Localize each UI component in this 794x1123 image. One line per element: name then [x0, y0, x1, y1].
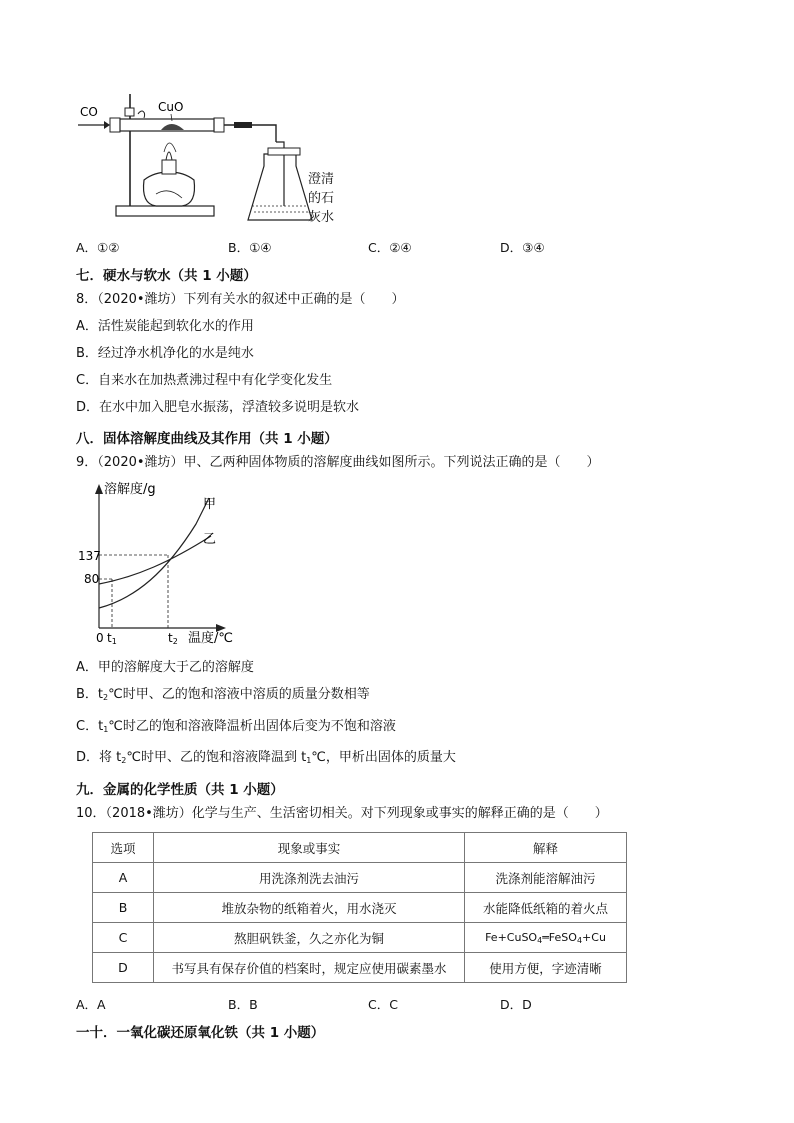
table-cell: 书写具有保存价值的档案时，规定应使用碳素墨水	[154, 953, 465, 983]
rubber-connector	[234, 122, 252, 128]
x-tick-t1: t1	[107, 631, 117, 646]
option-text: ℃时甲、乙的饱和溶液中溶质的质量分数相等	[108, 687, 370, 702]
option-b[interactable]: B．①④	[228, 240, 272, 255]
subscript: 1	[306, 756, 312, 765]
option-d[interactable]: D．③④	[500, 240, 545, 255]
option-c[interactable]: C．C	[368, 997, 398, 1012]
series-label-jia: 甲	[203, 497, 217, 512]
table-cell: 用洗涤剂洗去油污	[154, 863, 465, 893]
table-row	[93, 953, 627, 983]
clamp	[125, 108, 134, 116]
y-axis-arrow	[95, 484, 103, 494]
section-title: 一十．一氧化碳还原氧化铁（共 1 小题）	[76, 1025, 325, 1041]
cuo-label: CuO	[158, 100, 184, 114]
co-reduction-apparatus-figure	[76, 94, 316, 226]
table-cell: C	[93, 923, 154, 953]
explanation-table	[92, 832, 627, 983]
curve-yi	[99, 536, 211, 584]
option-a[interactable]: A．A	[76, 997, 106, 1012]
option-b[interactable]: B．经过净水机净化的水是纯水	[76, 346, 254, 361]
co-label: CO	[80, 105, 98, 119]
option-c[interactable]: C．②④	[368, 240, 412, 255]
subscript: 4	[537, 935, 543, 945]
subscript: 2	[103, 693, 109, 702]
section-title: 七．硬水与软水（共 1 小题）	[76, 268, 257, 284]
y-axis-label: 溶解度/g	[104, 482, 156, 497]
flask-label	[308, 170, 338, 227]
table-cell: 使用方便，字迹清晰	[465, 953, 627, 983]
table-cell: 水能降低纸箱的着火点	[465, 893, 627, 923]
stand-base	[116, 206, 214, 216]
equation-part: ═FeSO	[542, 930, 577, 944]
right-stopper	[214, 118, 224, 132]
option-text: ℃时乙的饱和溶液降温析出固体后变为不饱和溶液	[108, 719, 396, 734]
subscript: 1	[103, 725, 109, 734]
series-label-yi: 乙	[203, 532, 217, 547]
equation-part: Fe+CuSO	[485, 930, 538, 944]
option-d[interactable]: D．D	[500, 997, 532, 1012]
flask-label-line: 的石	[308, 191, 335, 206]
table-cell: 熬胆矾铁釜，久之亦化为铜	[154, 923, 465, 953]
option-text: ℃，甲析出固体的质量大	[311, 750, 456, 765]
lamp-flame-outer	[164, 143, 176, 152]
solubility-curve-figure	[76, 478, 236, 650]
subscript: 2	[121, 756, 127, 765]
option-b[interactable]	[76, 686, 370, 707]
x-axis-label: 温度/℃	[188, 631, 233, 646]
option-b[interactable]: B．B	[228, 997, 258, 1012]
option-a[interactable]: A．①②	[76, 240, 120, 255]
table-cell: B	[93, 893, 154, 923]
lamp-flame	[166, 152, 172, 160]
origin-label: 0	[96, 631, 104, 645]
y-tick-80: 80	[84, 572, 100, 586]
question-stem: 10．（2018•潍坊）化学与生产、生活密切相关。对下列现象或事实的解释正确的是（ ）	[76, 806, 608, 821]
option-a[interactable]: A．活性炭能起到软化水的作用	[76, 319, 254, 334]
table-cell: 洗涤剂能溶解油污	[465, 863, 627, 893]
section-title: 九．金属的化学性质（共 1 小题）	[76, 782, 284, 798]
table-header: 解释	[465, 833, 627, 863]
table-cell: A	[93, 863, 154, 893]
co-arrowhead	[104, 121, 110, 129]
curve-jia	[99, 498, 209, 608]
option-text: C．t	[76, 719, 104, 734]
left-stopper	[110, 118, 120, 132]
lamp-neck	[162, 160, 176, 174]
option-d[interactable]	[76, 749, 456, 770]
question-stem: 9．（2020•潍坊）甲、乙两种固体物质的溶解度曲线如图所示。下列说法正确的是（ ）	[76, 455, 600, 470]
flask-label-line: 灰水	[308, 210, 335, 225]
table-header: 现象或事实	[154, 833, 465, 863]
option-c[interactable]	[76, 718, 396, 739]
table-cell: D	[93, 953, 154, 983]
table-header-row	[93, 833, 627, 863]
x-tick-t2: t2	[168, 631, 178, 646]
subscript: 4	[576, 935, 583, 945]
table-row	[93, 893, 627, 923]
table-header: 选项	[93, 833, 154, 863]
flask-stopper	[268, 148, 300, 155]
equation-part: +Cu	[582, 930, 606, 944]
table-row	[93, 923, 627, 953]
option-c[interactable]: C．自来水在加热煮沸过程中有化学变化发生	[76, 373, 333, 388]
question-stem: 8．（2020•潍坊）下列有关水的叙述中正确的是（ ）	[76, 292, 405, 307]
y-tick-137: 137	[78, 549, 101, 563]
table-row	[93, 863, 627, 893]
option-text: D．将 t	[76, 750, 122, 765]
table-cell: 堆放杂物的纸箱着火，用水浇灭	[154, 893, 465, 923]
alcohol-lamp	[144, 172, 195, 206]
section-title: 八．固体溶解度曲线及其作用（共 1 小题）	[76, 431, 338, 447]
clamp-screw	[138, 111, 145, 118]
flask-label-line: 澄清	[308, 172, 335, 187]
option-text: ℃时甲、乙的饱和溶液降温到 t	[126, 750, 307, 765]
table-cell-equation	[465, 923, 627, 953]
option-text: B．t	[76, 687, 104, 702]
conical-flask	[248, 154, 312, 220]
option-a[interactable]: A．甲的溶解度大于乙的溶解度	[76, 660, 254, 675]
option-d[interactable]: D．在水中加入肥皂水振荡，浮渣较多说明是软水	[76, 400, 360, 415]
